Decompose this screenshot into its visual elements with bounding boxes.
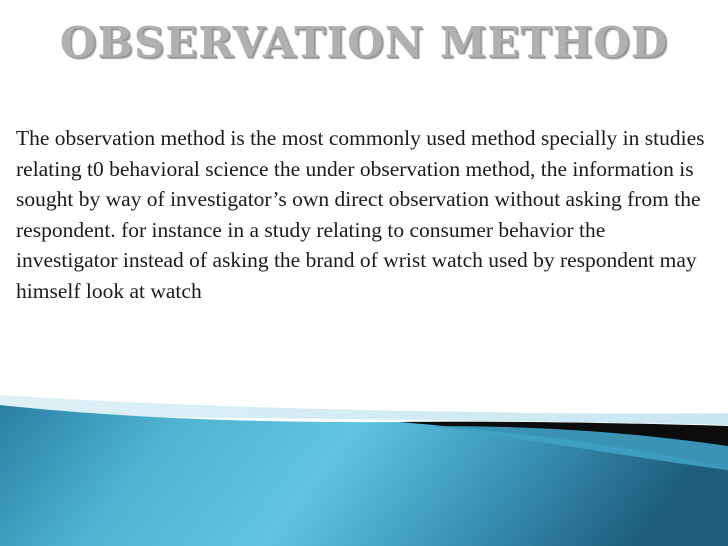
slide-title: OBSERVATION METHOD <box>59 18 669 67</box>
slide-body-text: The observation method is the most commonly used method specially in studies relating t0 behavioral science the under observation method, the information is sought by way of investigator’s own direct observation without asking from the respondent. for instance in a study relating to consumer behavior the investigator instead of asking the brand of wrist watch used by respondent may himself look at watch <box>16 126 705 303</box>
